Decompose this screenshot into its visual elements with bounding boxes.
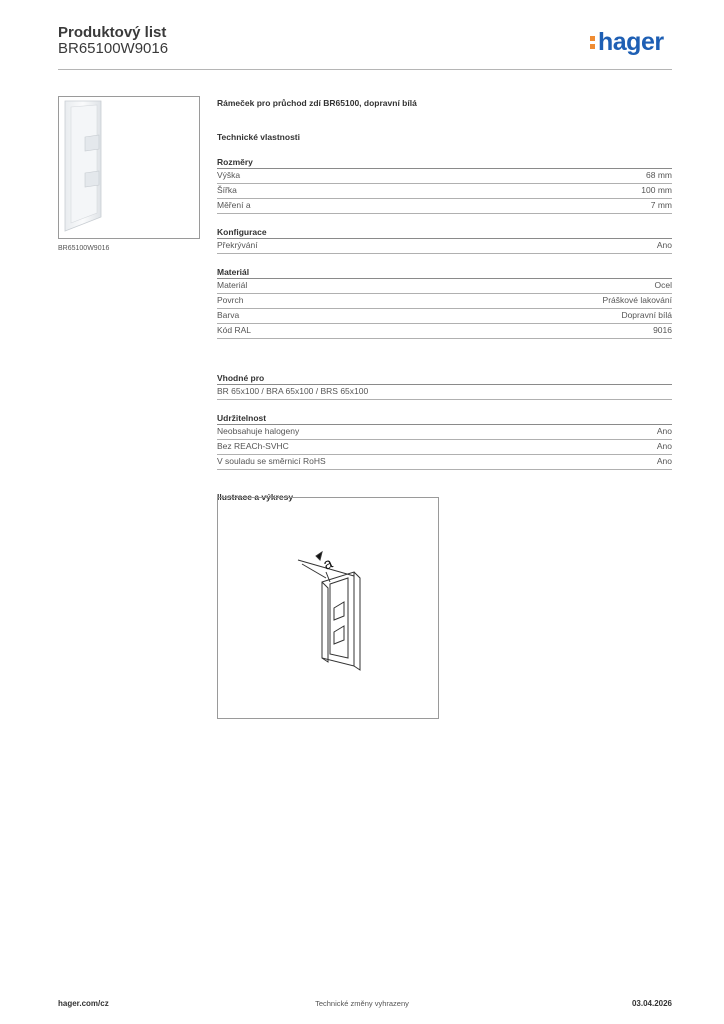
- row-label: Výška: [217, 170, 241, 180]
- row-label: BR 65x100 / BRA 65x100 / BRS 65x100: [217, 386, 369, 396]
- group-material: [217, 266, 672, 339]
- row-label: Překrývání: [217, 240, 258, 250]
- group-title: Udržitelnost: [217, 412, 672, 425]
- frame-side: [354, 572, 360, 670]
- row-label: Neobsahuje halogeny: [217, 426, 300, 436]
- table-row: [217, 309, 672, 324]
- footer-website: hager.com/cz: [58, 999, 109, 1008]
- group-configuration: [217, 226, 672, 254]
- row-value: Ano: [656, 441, 672, 451]
- page-title: Produktový list: [58, 24, 167, 41]
- row-label: Barva: [217, 310, 240, 320]
- frame-edge: [322, 582, 328, 662]
- table-row: [217, 455, 672, 470]
- hager-logo: [590, 28, 664, 56]
- tab-upper: [334, 602, 344, 620]
- row-value: Dopravní bílá: [621, 310, 672, 320]
- row-label: V souladu se směrnicí RoHS: [217, 456, 326, 466]
- table-row: [217, 425, 672, 440]
- tab-lower: [334, 626, 344, 644]
- header-divider: [58, 69, 672, 70]
- table-row: [217, 239, 672, 254]
- tech-heading: Technické vlastnosti: [217, 132, 300, 142]
- group-title: Konfigurace: [217, 226, 672, 239]
- table-row: [217, 199, 672, 214]
- footer-date: 03.04.2026: [631, 999, 672, 1008]
- row-value: 7 mm: [650, 200, 672, 210]
- table-row: [217, 279, 672, 294]
- row-value: Ano: [656, 426, 672, 436]
- product-name: Rámeček pro průchod zdí BR65100, dopravní bílá: [217, 98, 417, 108]
- row-value: 9016: [653, 325, 672, 335]
- row-value: Práškové lakování: [602, 295, 672, 305]
- frame-drawing: [218, 498, 438, 718]
- row-value: Ano: [656, 240, 672, 250]
- group-title: Vhodné pro: [217, 372, 672, 385]
- row-value: Ocel: [654, 280, 672, 290]
- table-row: [217, 184, 672, 199]
- product-frame-image: [59, 97, 199, 238]
- row-value: Ano: [656, 456, 672, 466]
- table-row: [217, 324, 672, 339]
- photo-caption: BR65100W9016: [58, 245, 110, 252]
- product-code: BR65100W9016: [58, 40, 169, 57]
- row-label: Materiál: [217, 280, 248, 290]
- row-value: 68 mm: [646, 170, 672, 180]
- row-label: Kód RAL: [217, 325, 252, 335]
- logo-text: hager: [598, 28, 664, 56]
- group-sustainability: [217, 412, 672, 470]
- group-title: Materiál: [217, 266, 672, 279]
- row-label: Měření a: [217, 200, 251, 210]
- table-row: [217, 385, 672, 400]
- group-suitable-for: [217, 372, 672, 400]
- row-label: Šířka: [217, 185, 237, 195]
- table-row: [217, 169, 672, 184]
- technical-content: [217, 96, 672, 504]
- row-label: Povrch: [217, 295, 244, 305]
- illustration-heading: Ilustrace a výkresy: [217, 492, 294, 502]
- dimension-label: a: [320, 554, 336, 574]
- extension-line: [302, 564, 326, 578]
- product-photo: [58, 96, 200, 239]
- group-dimensions: [217, 156, 672, 214]
- row-label: Bez REACh-SVHC: [217, 441, 289, 451]
- row-value: 100 mm: [641, 185, 672, 195]
- group-title: Rozměry: [217, 156, 672, 169]
- table-row: [217, 440, 672, 455]
- footer-notice: Technické změny vyhrazeny: [315, 999, 409, 1008]
- logo-colon-icon: [590, 28, 597, 48]
- table-row: [217, 294, 672, 309]
- technical-drawing: [217, 497, 439, 719]
